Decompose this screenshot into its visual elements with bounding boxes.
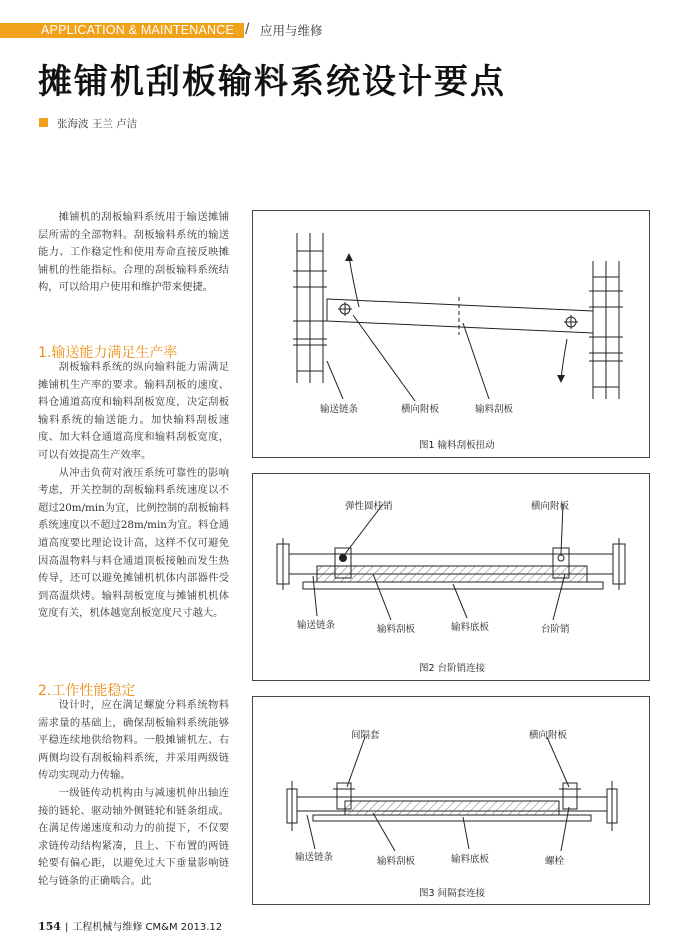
section1-paragraph-1: 刮板输料系统的纵向输料能力需满足摊铺机生产率的要求。输料刮板的速度、料仓通道高度和输料刮板宽度，决定刮板输料系统的输送能力。加快输料刮板速度、加大料仓通道高度和输料刮板宽度，可以有效提高生产效率。 bbox=[38, 361, 229, 461]
section2-body bbox=[38, 697, 229, 891]
footer-separator: | bbox=[64, 922, 69, 933]
figure-2-label-step-pin: 台阶销 bbox=[541, 624, 570, 635]
figure-2-drawing bbox=[253, 474, 649, 680]
figure-1 bbox=[252, 210, 650, 458]
article-title: 摊铺机刮板输料系统设计要点 bbox=[38, 62, 506, 102]
figure-1-caption: 图1 输料刮板扭动 bbox=[419, 440, 495, 451]
figure-2-label-scraper: 输料刮板 bbox=[377, 624, 416, 635]
section2-paragraph-1: 设计时，应在满足螺旋分料系统物料需求量的基础上，确保刮板输料系统能够平稳连续地供给物料。一般摊铺机左、右两侧均设有刮板输料系统，并采用两级链传动实现动力传输。 bbox=[38, 699, 229, 782]
section2-heading: 2.工作性能稳定 bbox=[38, 683, 136, 699]
author-marker bbox=[39, 118, 48, 127]
section1-heading: 1.输送能力满足生产率 bbox=[38, 345, 178, 361]
section2-paragraph-2: 一级链传动机构由与减速机伸出轴连接的链轮、驱动轴外侧链轮和链条组成。在满足传递速度和动力的前提下，不仅要求链传动结构紧凑，且上、下布置的两链轮要有偏心距，以避免过大下垂量影响链轮与链条的正确啮合。此 bbox=[38, 786, 229, 887]
header-section-cn: 应用与维修 bbox=[260, 23, 323, 38]
figure-2-label-base: 输料底板 bbox=[451, 622, 490, 633]
figure-3-label-bolt: 螺栓 bbox=[545, 856, 565, 867]
intro-block bbox=[38, 209, 229, 297]
figure-3 bbox=[252, 696, 650, 905]
figure-3-caption: 图3 间隔套连接 bbox=[419, 888, 486, 899]
figure-2-label-plate: 横向附板 bbox=[531, 501, 570, 512]
figure-3-label-scraper: 输料刮板 bbox=[377, 856, 416, 867]
section1-paragraph-2: 从冲击负荷对液压系统可靠性的影响考虑，开关控制的刮板输料系统速度以不超过20m/min为宜，比例控制的刮板输料系统速度以不超过28m/min为宜。料仓通道高度要比理论设计高，这样不仅可避免因高温物料与料仓通道顶板接触而发生热传导，还可以避免摊铺机机体内部器件受到高温烘烤。输料刮板宽度与摊铺机机体宽度有关，机体越宽刮板宽度尺寸越大。 bbox=[38, 466, 229, 620]
figure-2-label-pin: 弹性圆柱销 bbox=[345, 501, 393, 512]
section1-body bbox=[38, 359, 229, 623]
figure-2-caption: 图2 台阶销连接 bbox=[419, 663, 486, 674]
article-authors: 张海波 王兰 卢洁 bbox=[57, 118, 138, 130]
figure-2-label-chain: 输送链条 bbox=[297, 620, 336, 631]
figure-1-drawing bbox=[253, 211, 649, 457]
journal-name: 工程机械与维修 bbox=[72, 922, 143, 933]
figure-3-label-chain: 输送链条 bbox=[295, 852, 334, 863]
header-section-en: APPLICATION & MAINTENANCE bbox=[41, 23, 234, 37]
page-footer bbox=[38, 918, 222, 933]
figure-1-label-plate: 横向附板 bbox=[401, 404, 440, 415]
figure-3-drawing bbox=[253, 697, 649, 904]
figure-1-label-scraper: 输料刮板 bbox=[475, 404, 514, 415]
figure-2 bbox=[252, 473, 650, 681]
header-slash: / bbox=[245, 21, 250, 38]
figure-3-label-sleeve: 间隔套 bbox=[351, 730, 380, 741]
page-number: 154 bbox=[38, 920, 61, 933]
journal-issue: CM&M 2013.12 bbox=[145, 922, 223, 933]
figure-3-label-base: 输料底板 bbox=[451, 854, 490, 865]
intro-paragraph: 摊铺机的刮板输料系统用于输送摊铺层所需的全部物料。刮板输料系统的输送能力、工作稳定性和使用寿命直接反映摊铺机的性能指标。合理的刮板输料系统结构，可以给用户使用和维护带来便捷。 bbox=[38, 211, 229, 294]
figure-3-label-plate: 横向附板 bbox=[529, 730, 568, 741]
figure-1-label-chain: 输送链条 bbox=[320, 404, 359, 415]
